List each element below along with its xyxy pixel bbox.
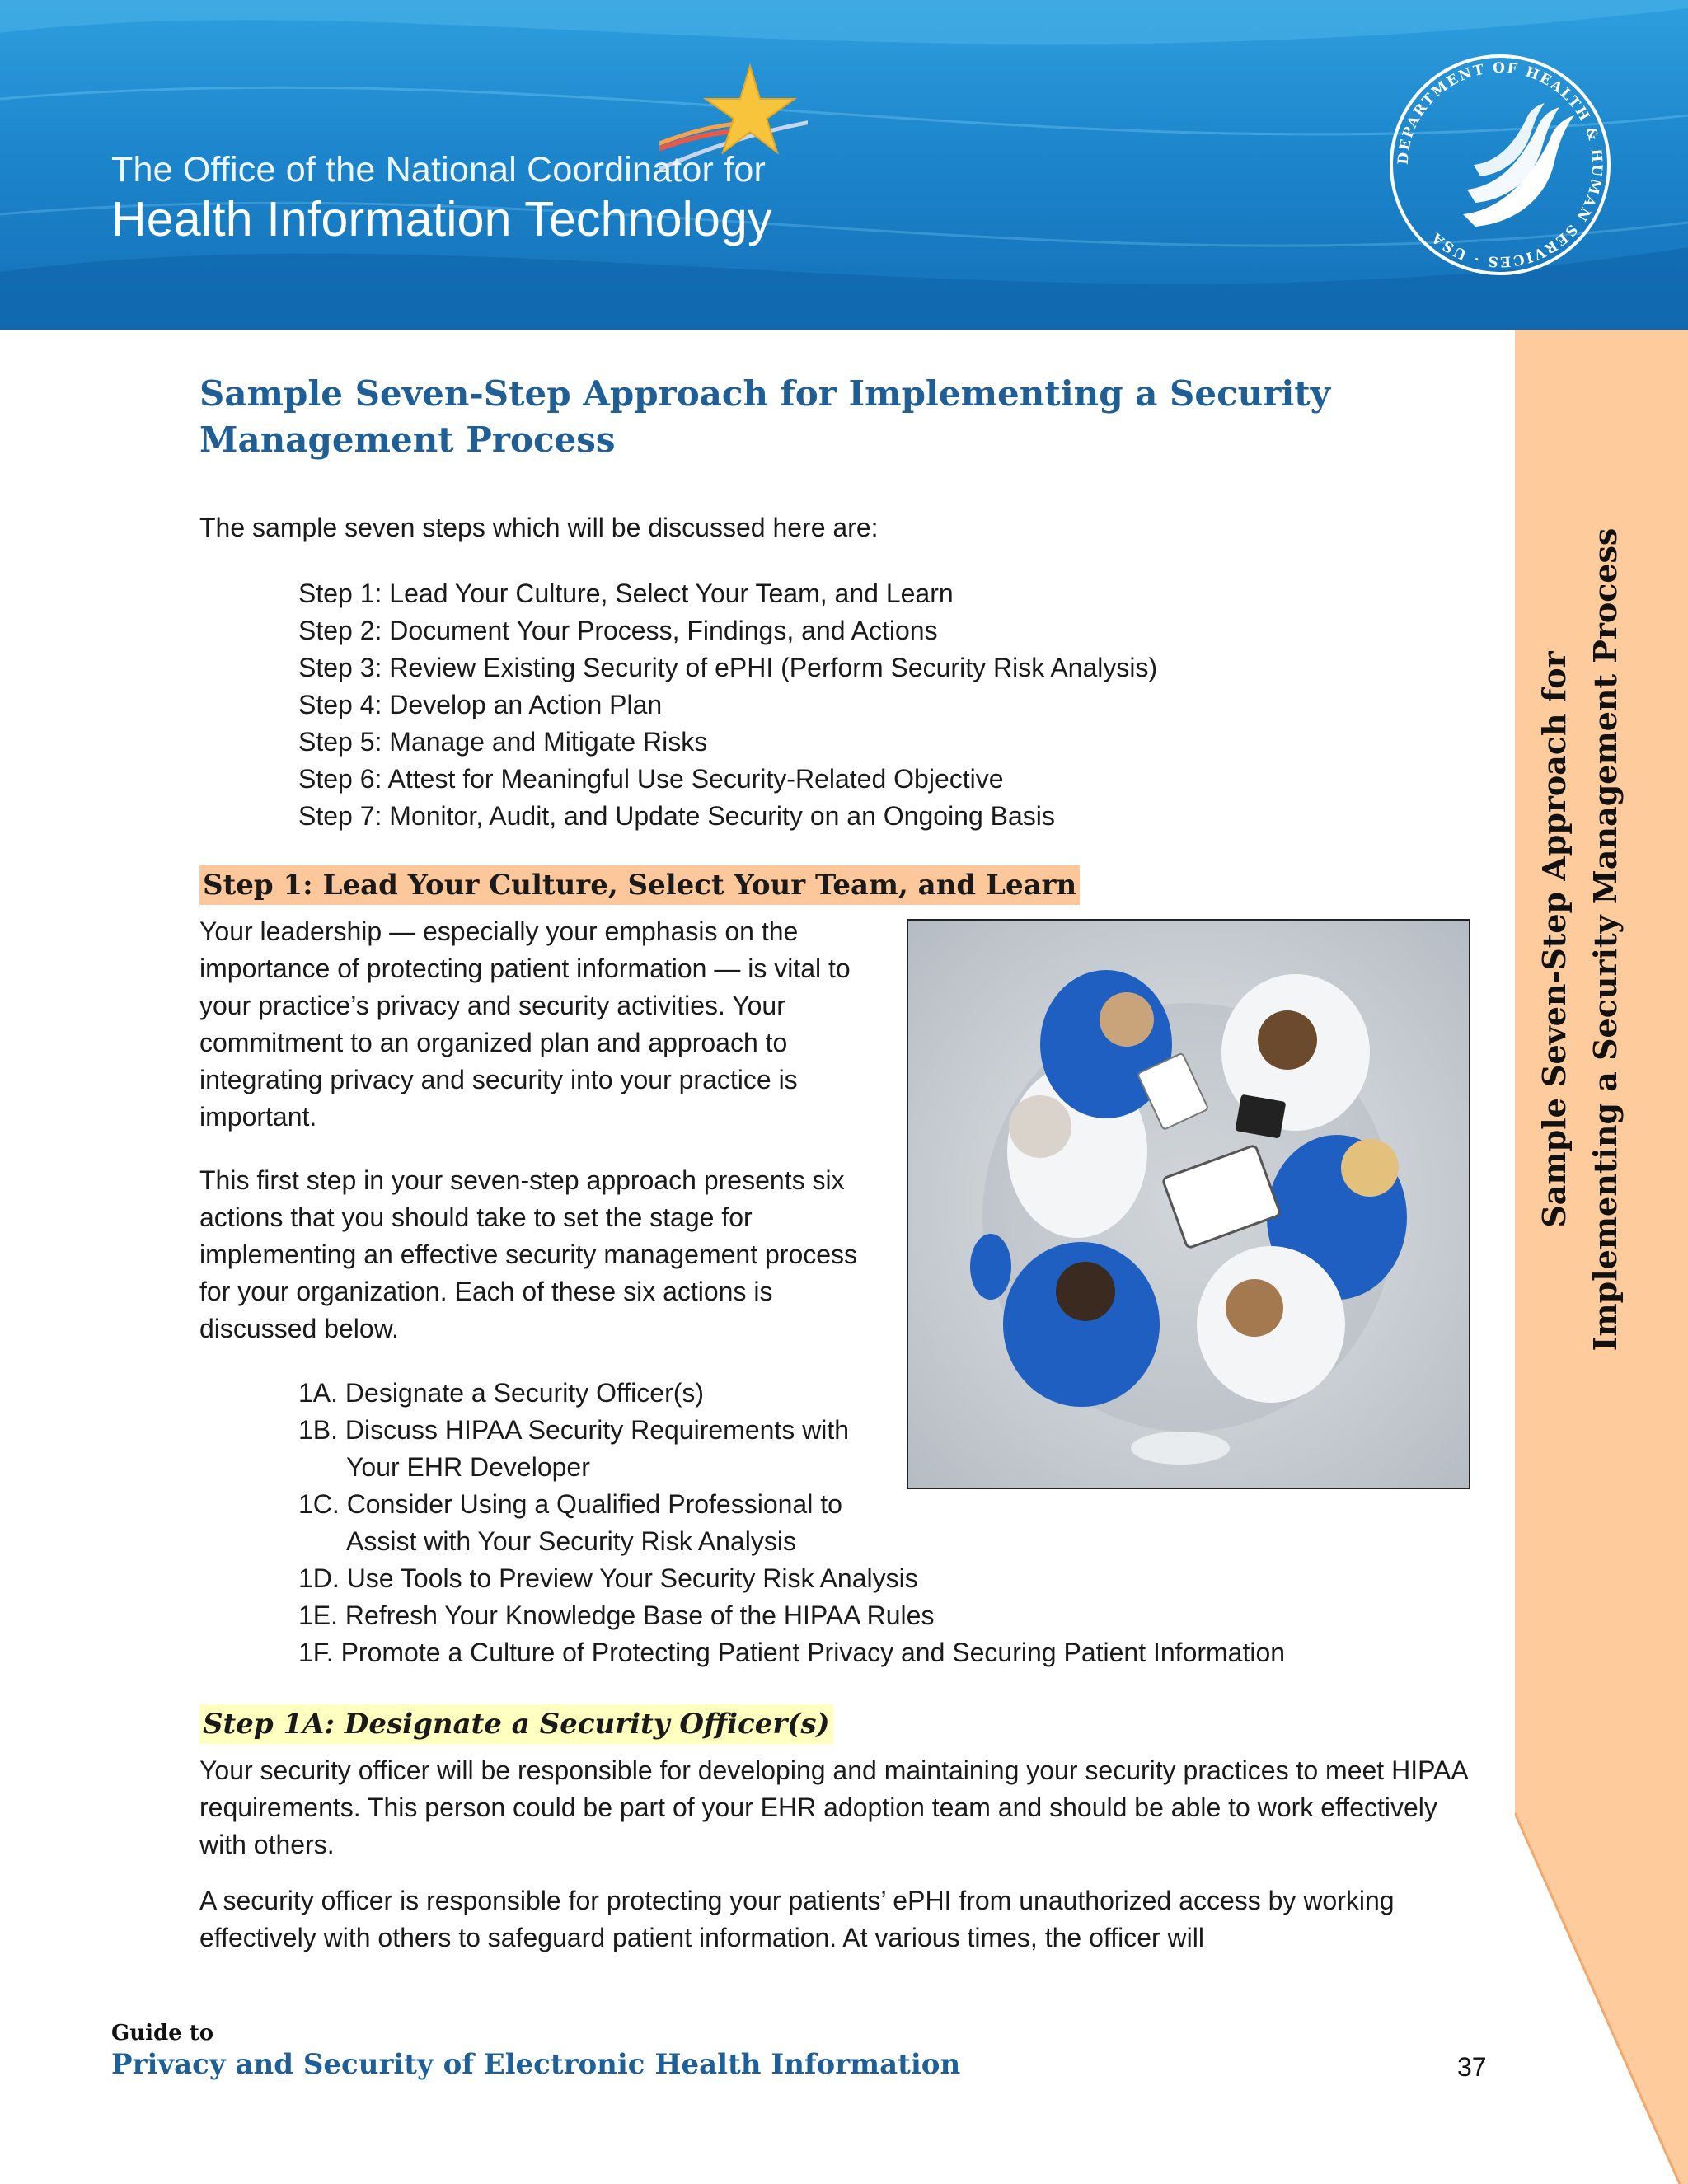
step1-paragraph-2: This first step in your seven-step approach presents six actions that you should take to set the stage for implementing an effective security management process for your organization. Each of these six actions is discussed below.: [199, 1165, 858, 1343]
footer-guide-label: Guide to: [111, 2021, 214, 2046]
hhs-seal-logo: [1385, 49, 1615, 280]
intro-text: The sample seven steps which will be discussed here are:: [199, 513, 879, 542]
list-item: 1A. Designate a Security Officer(s): [298, 1378, 705, 1408]
step1-actions-list: [298, 1375, 1285, 1671]
list-item: Step 5: Manage and Mitigate Risks: [298, 727, 708, 757]
list-item: Step 4: Develop an Action Plan: [298, 690, 663, 719]
footer-document-title: Privacy and Security of Electronic Health Information: [111, 2048, 961, 2081]
list-item: 1F. Promote a Culture of Protecting Patient Privacy and Securing Patient Information: [298, 1638, 1286, 1667]
list-item-continuation: Assist with Your Security Risk Analysis: [346, 1526, 796, 1556]
office-name-line2: Health Information Technology: [111, 192, 772, 246]
list-item: 1E. Refresh Your Knowledge Base of the HIPAA Rules: [298, 1601, 935, 1630]
seal-text: DEPARTMENT OF HEALTH & HUMAN SERVICES · USA: [1395, 59, 1606, 270]
steps-list: [298, 575, 1157, 835]
page-title: Sample Seven-Step Approach for Implementing a Security Management Process: [199, 373, 1331, 460]
list-item: Step 1: Lead Your Culture, Select Your Team, and Learn: [298, 579, 954, 608]
side-tab-line2: Implementing a Security Management Process: [1587, 527, 1624, 1352]
list-item: Step 2: Document Your Process, Findings, and Actions: [298, 616, 938, 645]
step1-paragraph-1: Your leadership — especially your emphasis on the importance of protecting patient information — is vital to your practice’s privacy and security activities. Your commitment to an organized plan and approach to integrating privacy and security into your practice is important.: [199, 916, 851, 1132]
step1a-paragraph-1: Your security officer will be responsible for developing and maintaining your security practices to meet HIPAA requirements. This person could be part of your EHR adoption team and should be able to work effectively with others.: [199, 1755, 1467, 1859]
list-item-continuation: Your EHR Developer: [346, 1452, 590, 1482]
list-item: Step 6: Attest for Meaningful Use Security-Related Objective: [298, 764, 1004, 794]
header-banner: [0, 0, 1688, 330]
step1-heading: Step 1: Lead Your Culture, Select Your Team, and Learn: [199, 865, 1080, 905]
list-item: 1C. Consider Using a Qualified Professional to: [298, 1489, 842, 1519]
step1a-heading: Step 1A: Designate a Security Officer(s): [199, 1704, 833, 1744]
list-item: Step 3: Review Existing Security of ePHI (Perform Security Risk Analysis): [298, 653, 1158, 682]
list-item: 1B. Discuss HIPAA Security Requirements with: [298, 1415, 850, 1445]
list-item: Step 7: Monitor, Audit, and Update Security on an Ongoing Basis: [298, 801, 1055, 831]
office-name-line1: The Office of the National Coordinator for: [111, 150, 766, 190]
side-tab-label: [1529, 494, 1688, 1385]
list-item: 1D. Use Tools to Preview Your Security Risk Analysis: [298, 1563, 918, 1593]
page-number: 37: [1457, 2052, 1487, 2082]
step1a-paragraph-2: A security officer is responsible for protecting your patients’ ePHI from unauthorized access by working effectively with others to safeguard patient information. At various times, the officer will: [199, 1886, 1395, 1952]
side-tab-line1: Sample Seven-Step Approach for: [1536, 651, 1573, 1228]
